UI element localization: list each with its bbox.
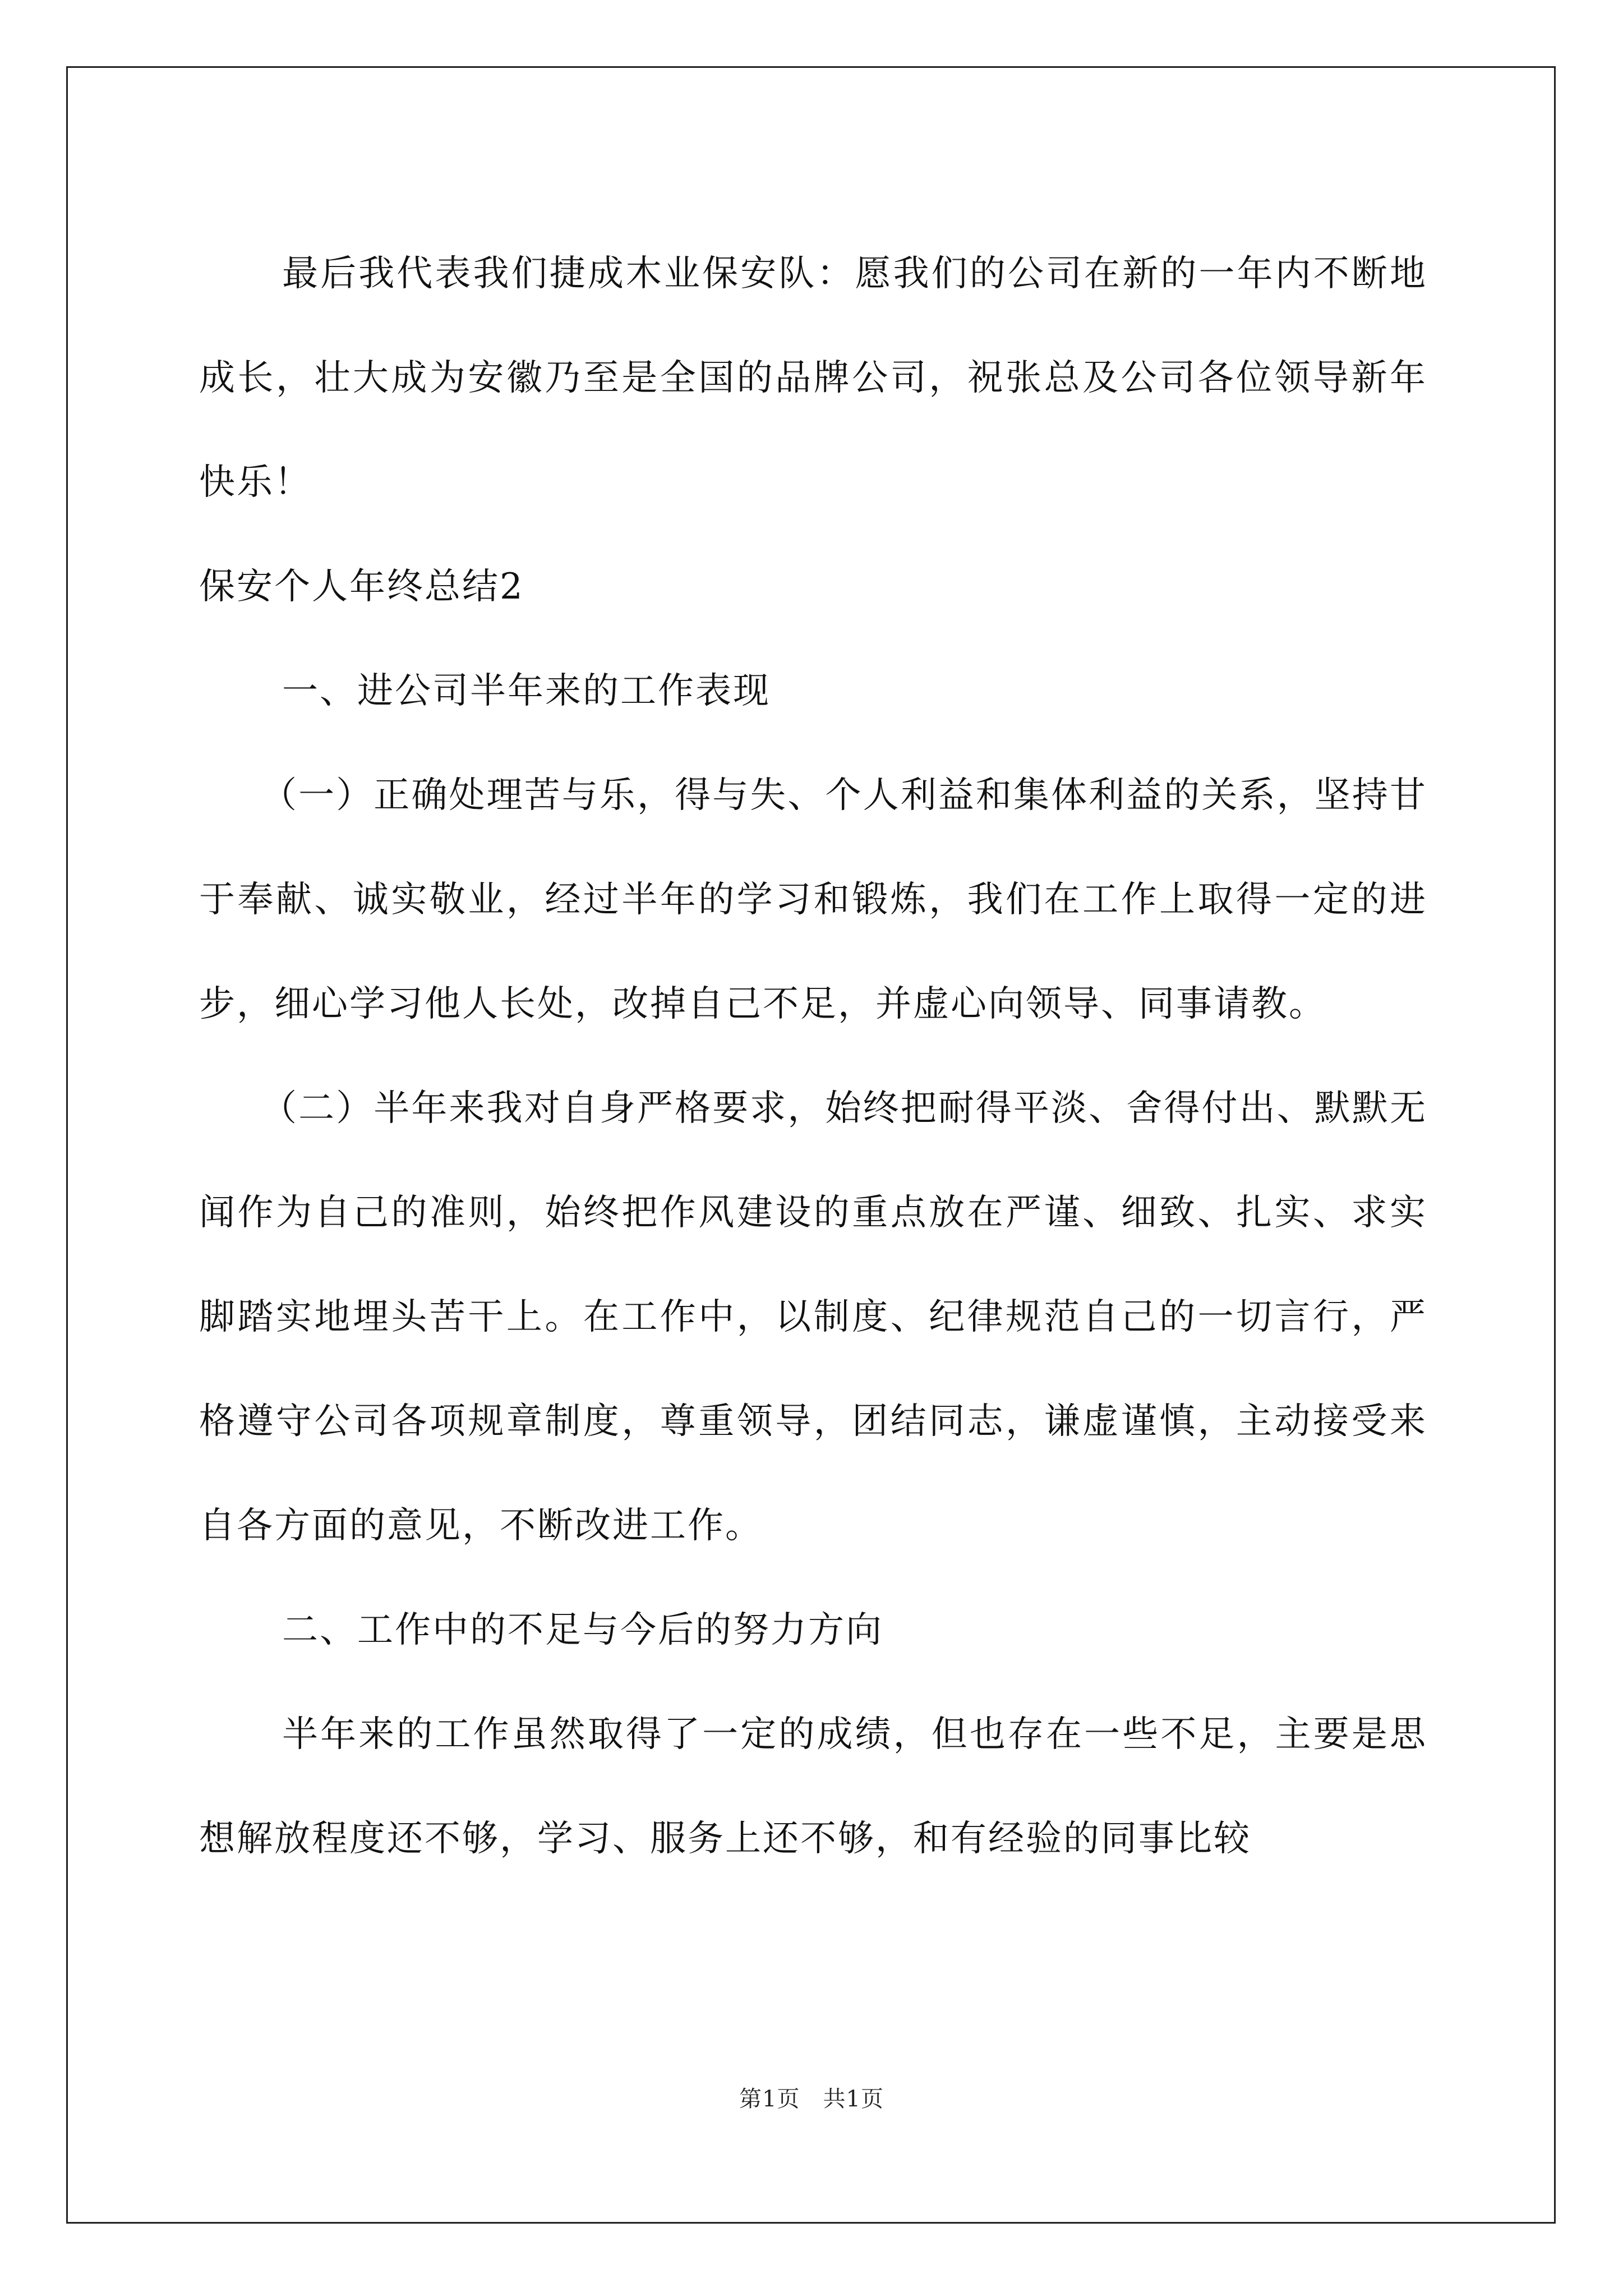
subsection-paragraph-2: （二）半年来我对自身严格要求，始终把耐得平淡、舍得付出、默默无闻作为自己的准则，始终把作风建设的重点放在严谨、细致、扎实、求实脚踏实地埋头苦干上。在工作中，以制度、纪律规范自己的一切言行，严格遵守公司各项规章制度，尊重领导，团结同志，谦虚谨慎，主动接受来自各方面的意见，不断改进工作。 xyxy=(199,1088,1427,1547)
page-number-footer: 第1页 共1页 xyxy=(739,2086,884,2112)
body-paragraph: 半年来的工作虽然取得了一定的成绩，但也存在一些不足，主要是思想解放程度还不够，学习、服务上还不够，和有经验的同事比较 xyxy=(199,1714,1427,1860)
closing-paragraph: 最后我代表我们捷成木业保安队：愿我们的公司在新的一年内不断地成长，壮大成为安徽乃至是全国的品牌公司，祝张总及公司各位领导新年快乐！ xyxy=(199,253,1427,503)
section-heading-1: 一、进公司半年来的工作表现 xyxy=(282,670,771,712)
subsection-paragraph-1: （一）正确处理苦与乐，得与失、个人利益和集体利益的关系，坚持甘于奉献、诚实敬业，经过半年的学习和锻炼，我们在工作上取得一定的进步，细心学习他人长处，改掉自己不足，并虚心向领导、同事请教。 xyxy=(199,775,1427,1025)
section-heading-2: 二、工作中的不足与今后的努力方向 xyxy=(282,1609,883,1651)
document-title: 保安个人年终总结2 xyxy=(199,566,524,608)
document-body xyxy=(199,222,1427,1891)
